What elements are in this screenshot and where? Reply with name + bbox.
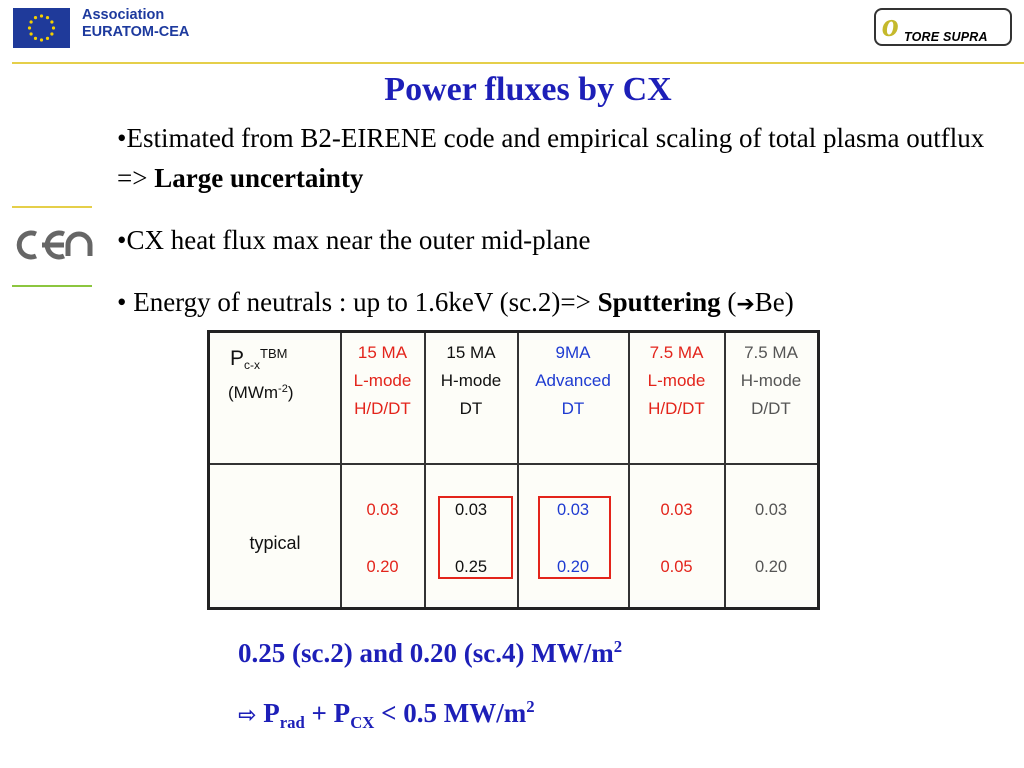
column-header-15ma-hmode bbox=[425, 339, 517, 423]
result-rad-subscript: rad bbox=[279, 713, 305, 732]
corner-superscript: TBM bbox=[260, 346, 288, 361]
hollow-right-arrow-icon: ⇨ bbox=[238, 703, 257, 728]
column-header-line: H-mode bbox=[440, 371, 502, 390]
bullet-neutral-energy-emphasis: Sputtering bbox=[597, 287, 721, 317]
tore-supra-omega-mark: o bbox=[882, 7, 899, 44]
column-header-7-5ma-lmode bbox=[629, 339, 724, 423]
column-header-line: H/D/DT bbox=[354, 399, 411, 418]
bullet-neutral-energy-open: ( bbox=[720, 287, 737, 317]
cx-power-table bbox=[207, 330, 820, 610]
corner-unit-prefix: (MWm bbox=[228, 383, 279, 402]
bullet-estimation-text: •Estimated from B2-EIRENE code and empirical scaling of total plasma outflux => bbox=[117, 123, 985, 193]
row-label-typical: typical bbox=[249, 533, 301, 553]
result-values-exponent: 2 bbox=[613, 637, 623, 656]
eu-stars-icon bbox=[13, 8, 70, 48]
right-arrow-icon: ➔ bbox=[736, 292, 755, 317]
result-line-conclusion bbox=[238, 690, 535, 740]
result-cx-subscript: CX bbox=[350, 713, 375, 732]
table-corner-quantity bbox=[230, 339, 330, 380]
value-9ma-advanced-high: 0.20 bbox=[556, 558, 590, 576]
tore-supra-logo-text: TORE SUPRA bbox=[904, 30, 988, 44]
column-header-9ma-advanced bbox=[518, 339, 628, 423]
bullet-estimation-emphasis: Large uncertainty bbox=[154, 163, 364, 193]
bullet-neutral-energy-text: • Energy of neutrals : up to 1.6keV (sc.2)=> bbox=[117, 287, 598, 317]
column-header-line: 7.5 MA bbox=[744, 343, 798, 362]
column-header-15ma-lmode bbox=[341, 339, 424, 423]
result-values-text: 0.25 (sc.2) and 0.20 (sc.4) MW/m bbox=[238, 638, 614, 668]
tore-supra-logo bbox=[874, 8, 1012, 46]
bullet-neutral-energy-suffix: Be) bbox=[754, 287, 794, 317]
column-header-line: 15 MA bbox=[446, 343, 496, 362]
slide-title: Power fluxes by CX bbox=[384, 71, 672, 108]
eu-flag-logo bbox=[13, 8, 70, 48]
association-label bbox=[82, 7, 189, 41]
corner-symbol: P bbox=[230, 347, 245, 370]
corner-unit-exponent: -2 bbox=[278, 383, 288, 395]
bullet-cx-heat-flux: •CX heat flux max near the outer mid-plane bbox=[117, 225, 591, 255]
value-9ma-advanced-low: 0.03 bbox=[556, 501, 590, 519]
cea-top-divider bbox=[12, 206, 92, 208]
result-p-symbol: P bbox=[263, 698, 280, 728]
table-row-divider bbox=[210, 463, 817, 465]
bullet-neutral-energy bbox=[117, 282, 1017, 325]
column-header-line: 9MA bbox=[555, 343, 591, 362]
value-15ma-hmode-low: 0.03 bbox=[455, 501, 488, 519]
value-15ma-lmode-high: 0.20 bbox=[366, 558, 399, 576]
value-7-5ma-lmode-low: 0.03 bbox=[660, 501, 693, 519]
column-header-line: 7.5 MA bbox=[649, 343, 704, 362]
highlight-box-9ma-advanced bbox=[538, 496, 611, 579]
value-15ma-lmode-low: 0.03 bbox=[366, 501, 399, 519]
value-7-5ma-lmode-high: 0.05 bbox=[660, 558, 693, 576]
table-corner-unit bbox=[228, 375, 333, 407]
column-header-line: DT bbox=[561, 399, 585, 418]
header-divider bbox=[12, 62, 1024, 64]
column-header-line: H-mode bbox=[740, 371, 802, 390]
result-line-values bbox=[238, 630, 622, 670]
column-header-line: Advanced bbox=[535, 371, 611, 390]
result-limit-exponent: 2 bbox=[526, 697, 535, 716]
column-header-line: DT bbox=[459, 399, 483, 418]
bullet-estimation bbox=[117, 118, 1017, 198]
result-limit-text: < 0.5 MW/m bbox=[374, 698, 527, 728]
association-line2: EURATOM-CEA bbox=[82, 24, 190, 40]
corner-subscript: c-x bbox=[244, 358, 261, 372]
corner-unit-suffix: ) bbox=[287, 383, 294, 402]
value-7-5ma-hmode-high: 0.20 bbox=[754, 558, 788, 576]
column-header-7-5ma-hmode bbox=[725, 339, 817, 423]
result-plus-p: + P bbox=[304, 698, 351, 728]
column-header-line: 15 MA bbox=[357, 343, 408, 362]
column-header-line: H/D/DT bbox=[648, 399, 705, 418]
highlight-box-15ma-hmode bbox=[438, 496, 513, 579]
value-7-5ma-hmode-low: 0.03 bbox=[754, 501, 788, 519]
column-header-line: D/DT bbox=[751, 399, 791, 418]
cea-logo bbox=[12, 224, 94, 266]
column-header-line: L-mode bbox=[353, 371, 412, 390]
cea-bottom-divider bbox=[12, 285, 92, 287]
value-15ma-hmode-high: 0.25 bbox=[455, 558, 488, 576]
column-header-line: L-mode bbox=[647, 371, 706, 390]
association-line1: Association bbox=[82, 7, 165, 23]
